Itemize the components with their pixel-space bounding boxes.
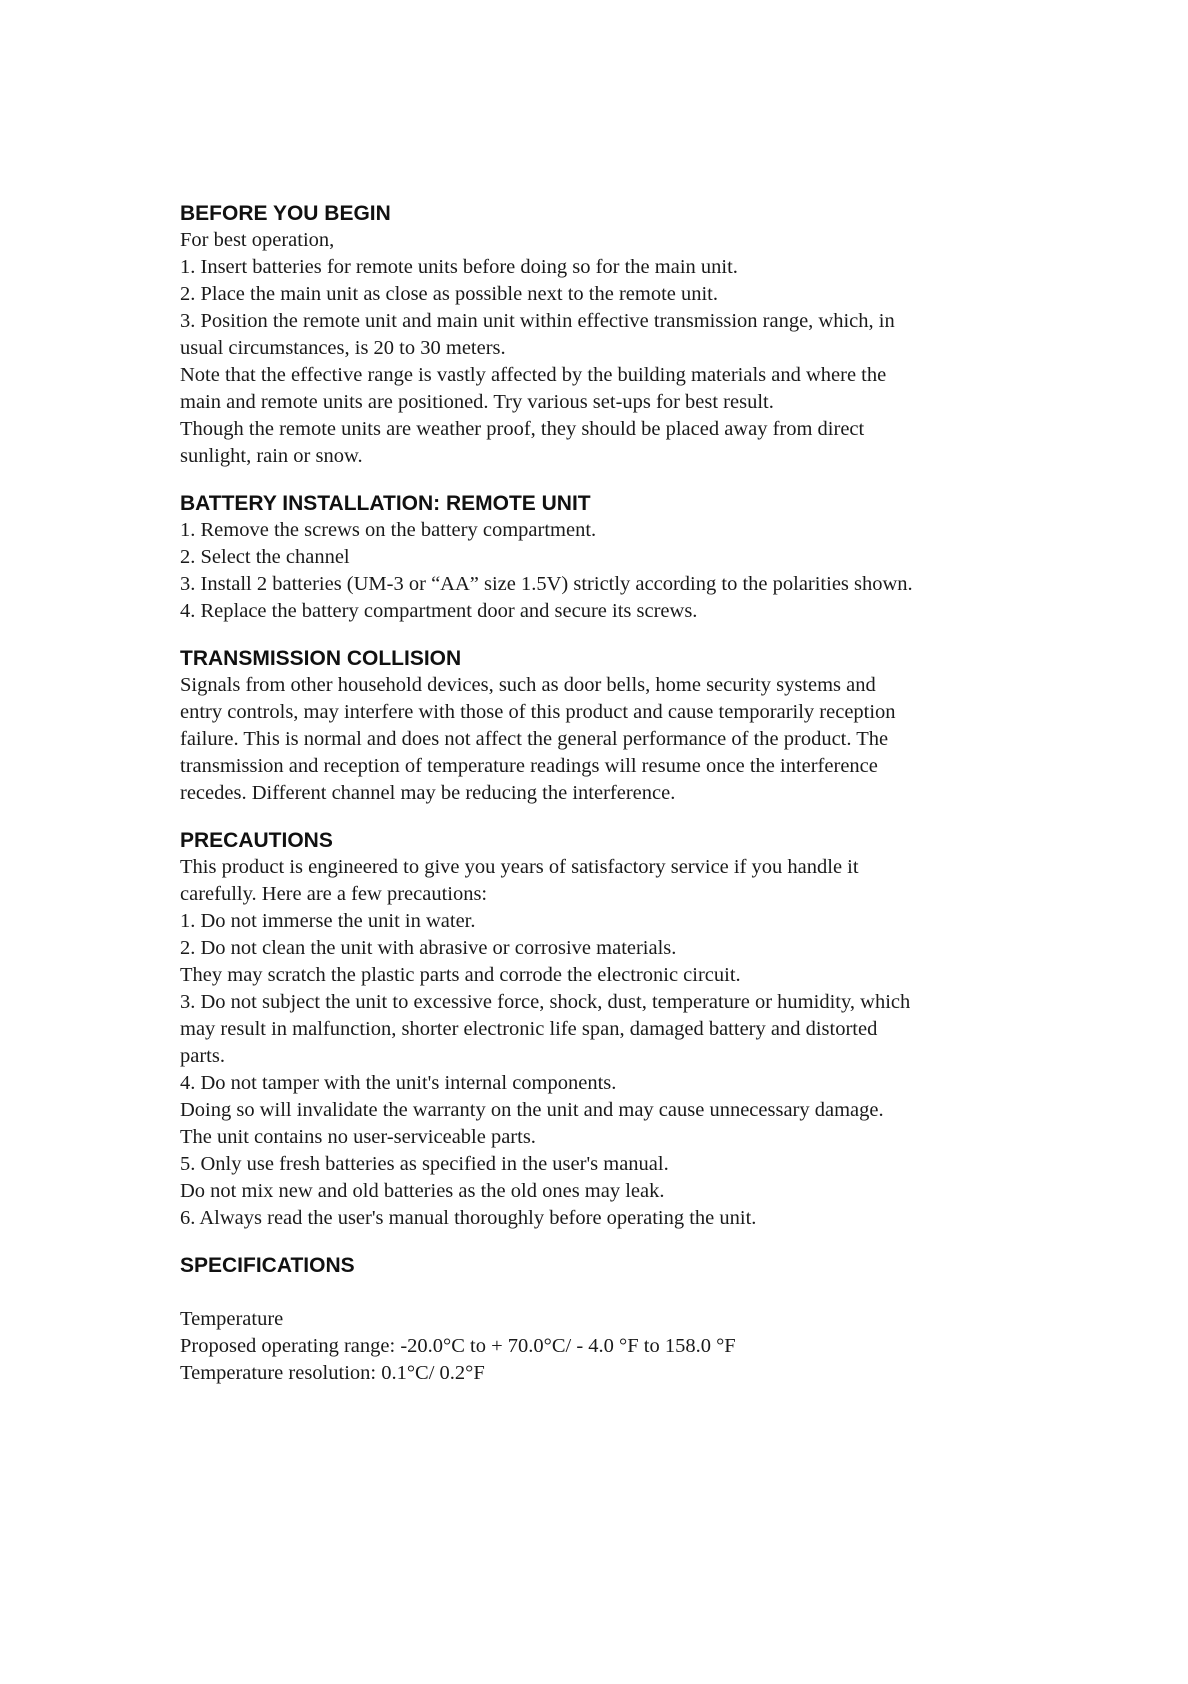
text-line: 3. Position the remote unit and main unit within effective transmission range, which, in [180,310,895,332]
text-line: Temperature [180,1308,284,1330]
text-line: 3. Do not subject the unit to excessive force, shock, dust, temperature or humidity, which [180,991,911,1013]
section-before-you-begin [180,200,1080,470]
section-transmission-collision [180,645,1080,807]
text-line: Do not mix new and old batteries as the old ones may leak. [180,1180,665,1202]
text-line: The unit contains no user-serviceable parts. [180,1126,536,1148]
text-line: 5. Only use fresh batteries as specified in the user's manual. [180,1153,669,1175]
text-line: main and remote units are positioned. Try various set-ups for best result. [180,391,774,413]
section-precautions [180,827,1080,1232]
section-heading: SPECIFICATIONS [180,1254,355,1277]
text-line: 2. Place the main unit as close as possible next to the remote unit. [180,283,719,305]
text-line: 6. Always read the user's manual thoroughly before operating the unit. [180,1207,757,1229]
text-line: may result in malfunction, shorter electronic life span, damaged battery and distorted [180,1018,878,1040]
text-line: 1. Do not immerse the unit in water. [180,910,476,932]
text-line: carefully. Here are a few precautions: [180,883,488,905]
text-line: 4. Replace the battery compartment door and secure its screws. [180,600,698,622]
text-line: sunlight, rain or snow. [180,445,363,467]
text-line: 2. Select the channel [180,546,350,568]
text-line: Temperature resolution: 0.1°C/ 0.2°F [180,1362,485,1384]
section-heading: PRECAUTIONS [180,829,333,852]
text-line: Signals from other household devices, such as door bells, home security systems and [180,674,876,696]
text-line: parts. [180,1045,225,1067]
text-line: This product is engineered to give you years of satisfactory service if you handle it [180,856,859,878]
text-line: 1. Insert batteries for remote units before doing so for the main unit. [180,256,738,278]
text-line: 1. Remove the screws on the battery compartment. [180,519,597,541]
section-heading: TRANSMISSION COLLISION [180,647,462,670]
text-line: 2. Do not clean the unit with abrasive or corrosive materials. [180,937,677,959]
text-line: failure. This is normal and does not affect the general performance of the product. The [180,728,889,750]
section-specifications [180,1252,1080,1387]
section-heading: BATTERY INSTALLATION: REMOTE UNIT [180,492,591,515]
text-line: Note that the effective range is vastly affected by the building materials and where the [180,364,887,386]
section-heading: BEFORE YOU BEGIN [180,202,391,225]
text-line: For best operation, [180,229,335,251]
manual-page [180,200,1080,1407]
text-line: Doing so will invalidate the warranty on the unit and may cause unnecessary damage. [180,1099,884,1121]
text-line: entry controls, may interfere with those of this product and cause temporarily reception [180,701,896,723]
text-line: recedes. Different channel may be reducing the interference. [180,782,676,804]
text-line: transmission and reception of temperature readings will resume once the interference [180,755,878,777]
text-line: usual circumstances, is 20 to 30 meters. [180,337,506,359]
spacer [180,1279,1080,1306]
text-line: Proposed operating range: -20.0°C to + 70.0°C/ - 4.0 °F to 158.0 °F [180,1335,736,1357]
text-line: Though the remote units are weather proof, they should be placed away from direct [180,418,865,440]
section-battery-installation [180,490,1080,625]
text-line: 3. Install 2 batteries (UM-3 or “AA” size 1.5V) strictly according to the polarities shown. [180,573,913,595]
text-line: 4. Do not tamper with the unit's internal components. [180,1072,617,1094]
text-line: They may scratch the plastic parts and corrode the electronic circuit. [180,964,741,986]
